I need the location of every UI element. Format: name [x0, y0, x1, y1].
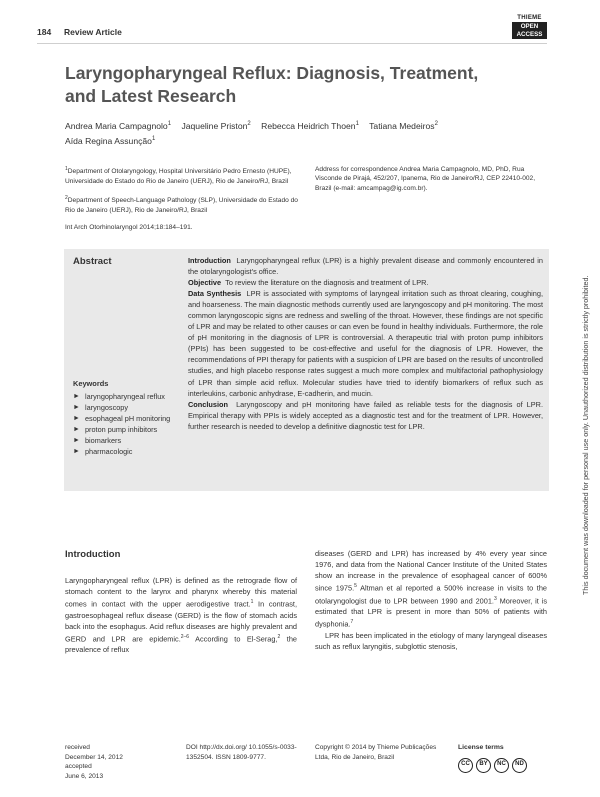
copyright: Copyright © 2014 by Thieme Publicações Ltda, Rio de Janeiro, Brazil — [315, 744, 437, 761]
doi-issn: DOI http://dx.doi.org/ 10.1055/s-0033-1352504. ISSN 1809-9777. — [186, 744, 297, 761]
keyword-item: ► laryngopharyngeal reflux — [73, 392, 165, 401]
keyword-item: ► esophageal pH monitoring — [73, 414, 171, 424]
correspondence-address: Address for correspondence Andrea Maria Campagnolo, MD, PhD, Rua Visconde de Pirajá, 452/207, Ipanema, Rio de Janeiro/RJ, CEP 22410-002, Brazil (e-mail: amcampag@ig.com.br). — [315, 166, 536, 192]
download-notice: This document was downloaded for personal use only. Unauthorized distribution is strictly prohibited. — [581, 275, 590, 595]
author: Andrea Maria Campagnolo$^1$ — [65, 120, 172, 131]
by-icon: BY — [476, 758, 491, 773]
header-divider — [37, 43, 547, 44]
arrow-icon: ► — [73, 393, 80, 400]
arrow-icon: ► — [73, 426, 80, 434]
section-label: Review Article — [64, 27, 122, 37]
open-access-badge — [512, 15, 547, 39]
abstract-objective: Objective To review the literature on the diagnosis and treatment of LPR. — [188, 278, 429, 288]
license-label: License terms — [458, 744, 504, 751]
page-number: 184 — [37, 27, 52, 37]
paragraph: Laryngopharyngeal reflux (LPR) is defined as the retrograde flow of stomach content to the larynx and pharynx whereby this material comes in contact with the upper aerodigestive tract.$^1$ In contrast, gastroesophageal reflux disease (GERD) is the flow of stomach acids back into the esophagus. Acid reflux diseases are highly prevalent and GERD and LPR are epidemic.$^{2-6}$ According to El-Serag,$^2$ the prevalence of reflux — [65, 576, 298, 655]
author: Jaqueline Priston$^2$ — [181, 120, 251, 131]
nd-icon: ND — [512, 758, 527, 773]
abstract-synthesis: Data Synthesis LPR is associated with symptoms of laryngeal irritation such as throat clearing, coughing, and hoarseness. The main diagnostic methods currently used are laryngoscopy and pH monitoring. The most common laryngoscopic signs are redness and swelling of the throat. However, these findings are not specific of LPR and may be related to other causes or can even be found in healthy individuals. Furthermore, the role of pH monitoring in the diagnosis of LPR is controversial. A therapeutic trial with proton pump inhibitors (PPIs) has been suggested to be cost-effective and useful for the diagnosis of LPR. However, the recommendations of PPI therapy for patients with a suspicion of LPR are based on the results of uncontrolled studies, and high placebo response rates suggest a much more complex and multifactorial pathophysiology of LPR than simple acid reflux. Molecular studies have tried to identify biomarkers of reflux such as interleukins, carbonic anhydrase, E-cadherin, and mucin. — [188, 289, 543, 398]
publisher-logo: THIEME — [517, 15, 542, 21]
keyword-list — [73, 391, 178, 458]
author: Rebecca Heidrich Thoen$^1$ — [261, 120, 359, 131]
section-heading: Introduction — [65, 549, 121, 560]
body-column-right — [315, 548, 547, 652]
affiliation: $^2$Department of Speech-Language Pathology (SLP), Universidade do Estado do Rio de Janeiro (UERJ), Rio de Janeiro/RJ, Brazil — [65, 195, 298, 214]
keywords-heading: Keywords — [73, 379, 109, 388]
author: Aída Regina Assunção$^1$ — [65, 135, 156, 146]
paragraph: diseases (GERD and LPR) has increased by 4% every year since 1976, and data from the National Cancer Institute of the United States show an increase in the prevalence of esophageal cancer of 600% since 1975.$^5$ Altman et al reported a 500% increase in visits to the otolaryngologist due to LPR between 1990 and 2001.$^3$ Moreover, it is estimated that LPR is present in more than 50% of patients with dysphonia.$^7$ — [315, 549, 548, 629]
nc-icon: NC — [494, 758, 509, 773]
author: Tatiana Medeiros$^2$ — [369, 120, 438, 131]
journal-citation: Int Arch Otorhinolaryngol 2014;18:184–191. — [65, 224, 193, 231]
cc-icon: CC — [458, 758, 473, 773]
arrow-icon: ► — [73, 437, 80, 445]
open-access-label: OPEN ACCESS — [512, 22, 547, 39]
license-terms — [458, 743, 548, 773]
arrow-icon: ► — [73, 448, 80, 456]
abstract-introduction: Introduction Laryngopharyngeal reflux (LPR) is a highly prevalent disease and commonly encountered in the otolaryngologist's office. — [188, 256, 543, 277]
abstract-conclusion: Conclusion Laryngoscopy and pH monitoring have failed as reliable tests for the diagnosis of LPR. Empirical therapy with PPIs is widely accepted as a diagnostic test and for the treatment of LPR. However, further research is needed to develop a definitive diagnostic test for LPR. — [188, 399, 543, 431]
arrow-icon: ► — [73, 404, 80, 412]
author-list — [65, 118, 525, 148]
abstract-heading: Abstract — [73, 256, 112, 267]
paragraph: LPR has been implicated in the etiology of many laryngeal diseases such as reflux laryngitis, subglottic stenosis, — [315, 630, 547, 652]
keyword-item: ► proton pump inhibitors — [73, 425, 158, 435]
arrow-icon: ► — [73, 415, 80, 423]
body-column-left — [65, 575, 297, 656]
affiliation: $^1$Department of Otolaryngology, Hospital Universitário Pedro Ernesto (HUPE), Universidade do Estado do Rio de Janeiro (UERJ), Rio de Janeiro/RJ, Brazil — [65, 166, 292, 185]
article-title: Laryngopharyngeal Reflux: Diagnosis, Treatment, and Latest Research — [65, 63, 479, 106]
keyword-item: ► biomarkers — [73, 436, 122, 446]
received-accepted: received December 14, 2012 accepted June 6, 2013 — [65, 744, 123, 780]
keyword-item: ► laryngoscopy — [73, 403, 128, 413]
abstract-body — [188, 255, 543, 432]
keyword-item: ► pharmacologic — [73, 447, 133, 457]
